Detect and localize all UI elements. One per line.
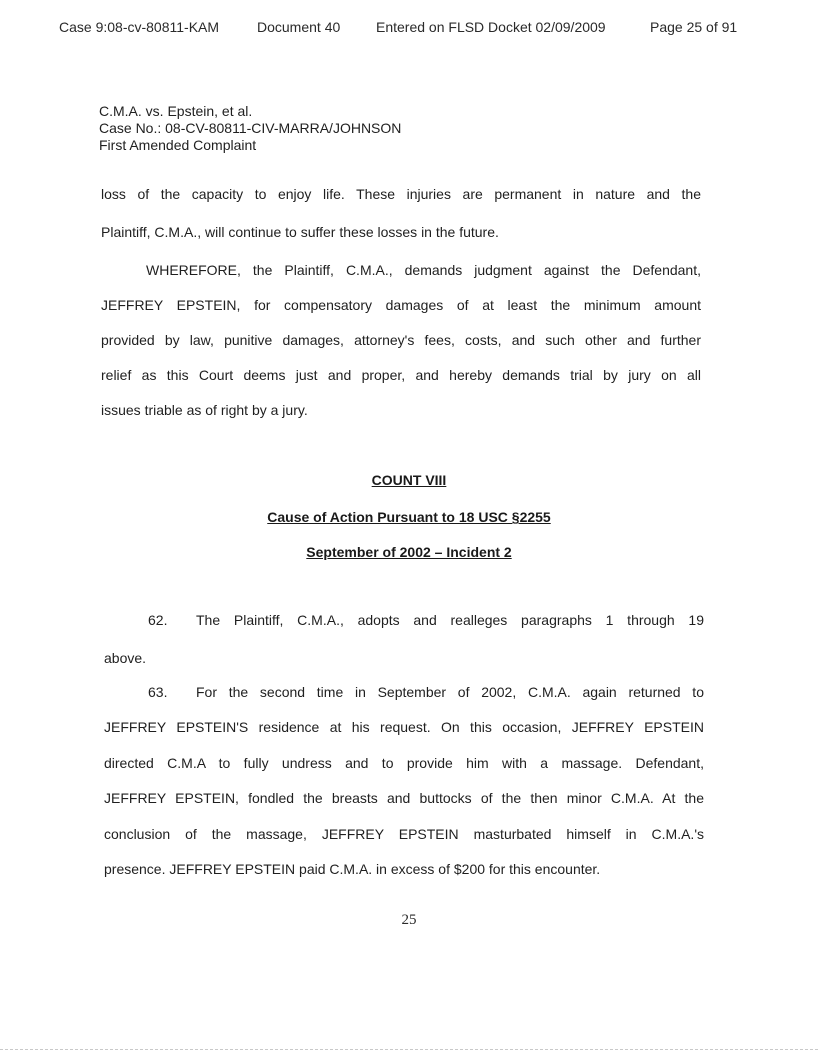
text-line: WHEREFORE, the Plaintiff, C.M.A., demands judgment against the Defendant, — [146, 262, 701, 278]
caption-case-no: Case No.: 08-CV-80811-CIV-MARRA/JOHNSON — [99, 120, 402, 136]
text-line: loss of the capacity to enjoy life. These injuries are permanent in nature and the — [101, 186, 701, 202]
text-line: above. — [104, 650, 147, 666]
text-line: JEFFREY EPSTEIN'S residence at his request. On this occasion, JEFFREY EPSTEIN — [104, 719, 704, 735]
text-line — [104, 612, 704, 628]
count-incident: September of 2002 – Incident 2 — [306, 544, 512, 560]
document-number: Document 40 — [257, 19, 341, 35]
caption-parties: C.M.A. vs. Epstein, et al. — [99, 103, 253, 119]
docket-entry-date: Entered on FLSD Docket 02/09/2009 — [376, 19, 606, 35]
paragraph-number: 63. — [148, 684, 168, 700]
caption-title: First Amended Complaint — [99, 137, 257, 153]
text-line — [104, 684, 704, 700]
text-line: issues triable as of right by a jury. — [101, 402, 308, 418]
paragraph-number: 62. — [148, 612, 168, 628]
text-line: Plaintiff, C.M.A., will continue to suffer these losses in the future. — [101, 224, 499, 240]
text-line: provided by law, punitive damages, attorney's fees, costs, and such other and further — [101, 332, 701, 348]
paragraph-text: For the second time in September of 2002, C.M.A. again returned to — [196, 684, 704, 700]
scan-edge-divider — [0, 1049, 818, 1050]
page-count: Page 25 of 91 — [650, 19, 738, 35]
case-caption — [99, 103, 401, 154]
text-line: JEFFREY EPSTEIN, fondled the breasts and buttocks of the then minor C.M.A. At the — [104, 790, 704, 806]
text-line: presence. JEFFREY EPSTEIN paid C.M.A. in excess of $200 for this encounter. — [104, 861, 601, 877]
text-line: JEFFREY EPSTEIN, for compensatory damages of at least the minimum amount — [101, 297, 701, 313]
paragraph-text: The Plaintiff, C.M.A., adopts and realleges paragraphs 1 through 19 — [196, 612, 704, 628]
text-line: relief as this Court deems just and proper, and hereby demands trial by jury on all — [101, 367, 701, 383]
text-line: conclusion of the massage, JEFFREY EPSTEIN masturbated himself in C.M.A.'s — [104, 826, 704, 842]
case-number: Case 9:08-cv-80811-KAM — [59, 19, 220, 35]
count-title: COUNT VIII — [371, 472, 447, 488]
count-subtitle: Cause of Action Pursuant to 18 USC §2255 — [267, 509, 551, 525]
text-line: directed C.M.A to fully undress and to provide him with a massage. Defendant, — [104, 755, 704, 771]
page-number: 25 — [401, 912, 417, 928]
